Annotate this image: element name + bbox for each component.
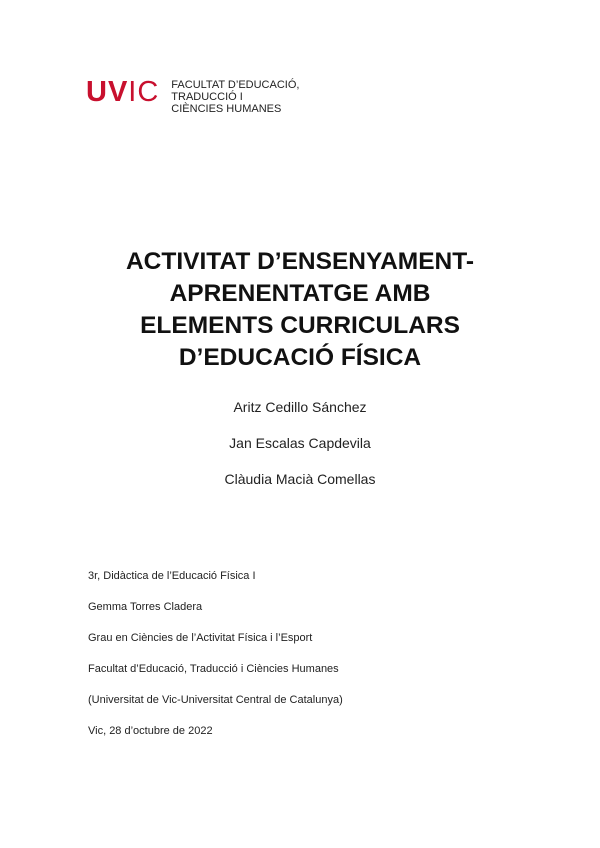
faculty-line: FACULTAT D’EDUCACIÓ,	[171, 79, 300, 91]
faculty-name	[171, 79, 299, 115]
author-name: Jan Escalas Capdevila	[229, 435, 371, 451]
title-line: ELEMENTS CURRICULARS	[140, 312, 460, 339]
author-list	[0, 399, 600, 507]
course-name: 3r, Didàctica de l’Educació Física I	[88, 570, 256, 582]
university-name: (Universitat de Vic-Universitat Central de Catalunya)	[88, 694, 343, 706]
uvic-logo-mark	[86, 77, 159, 107]
faculty-line: CIÈNCIES HUMANES	[171, 103, 282, 115]
university-logo	[86, 76, 300, 119]
title-line: APRENENTATGE AMB	[169, 280, 431, 307]
faculty-full-name: Facultat d’Educació, Traducció i Ciències Humanes	[88, 663, 339, 675]
author-name: Clàudia Macià Comellas	[224, 471, 376, 487]
title-line: ACTIVITAT D’ENSENYAMENT-	[125, 248, 474, 275]
author-name: Aritz Cedillo Sánchez	[233, 399, 367, 415]
document-details	[88, 569, 343, 755]
document-title	[0, 246, 600, 374]
faculty-line: TRADUCCIÓ I	[171, 91, 243, 103]
degree-name: Grau en Ciències de l’Activitat Física i l’Esport	[88, 632, 313, 644]
place-and-date: Vic, 28 d’octubre de 2022	[88, 725, 213, 737]
logo-mark-bold: UV	[86, 76, 129, 108]
professor-name: Gemma Torres Cladera	[88, 601, 203, 613]
logo-mark-light: IC	[128, 76, 160, 108]
title-line: D’EDUCACIÓ FÍSICA	[178, 344, 422, 371]
